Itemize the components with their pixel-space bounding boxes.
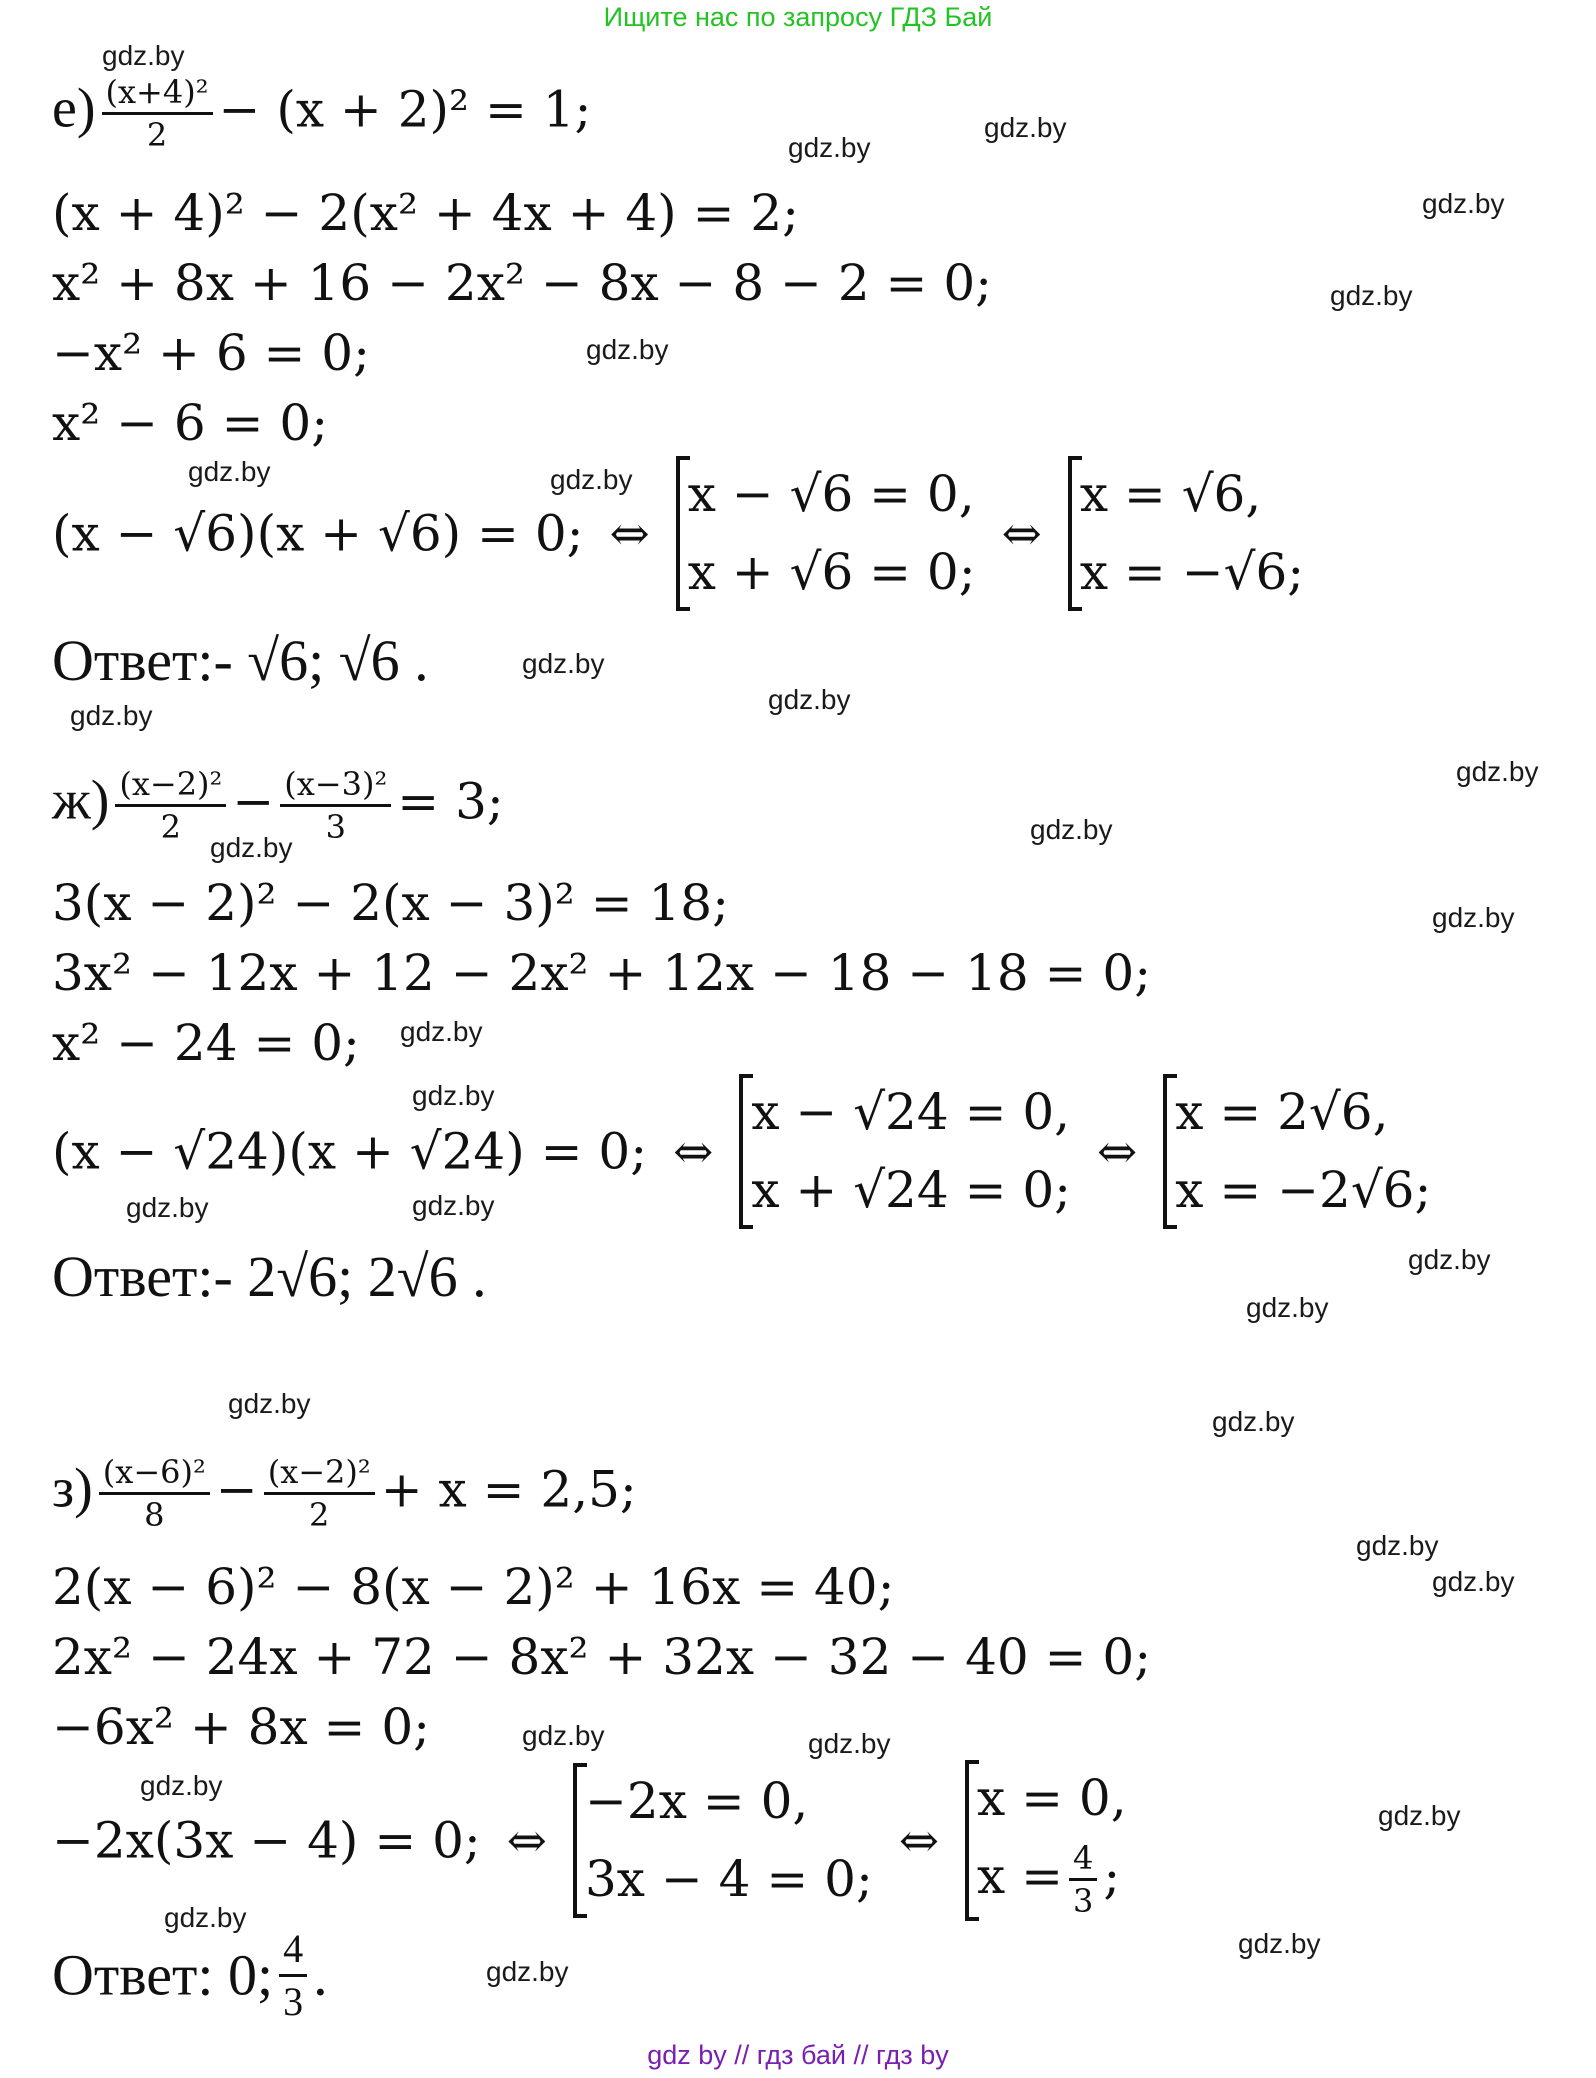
system-row	[977, 1838, 1127, 1922]
equation-rest: − (x + 2)² = 1;	[218, 80, 592, 139]
answer-fraction	[279, 1924, 307, 2027]
watermark: gdz.by	[1422, 188, 1505, 219]
watermark: gdz.by	[1030, 814, 1113, 845]
part-e-step: (x + 4)² − 2(x² + 4x + 4) = 2;	[52, 184, 800, 242]
footer-links: gdz by // гдз бай // гдз by	[647, 2040, 949, 2070]
part-z-answer	[52, 1924, 328, 2027]
solution-system	[965, 1760, 1127, 1921]
equivalence-icon: ⇔	[1097, 1123, 1138, 1180]
watermark: gdz.by	[586, 334, 669, 365]
watermark: gdz.by	[228, 1388, 311, 1419]
watermark: gdz.by	[486, 1956, 569, 1987]
fraction-denominator: 2	[146, 116, 168, 154]
part-zh-factored	[52, 1074, 1431, 1229]
watermark: gdz.by	[1330, 280, 1413, 311]
part-z-fraction	[264, 1452, 375, 1535]
watermark: gdz.by	[126, 1192, 209, 1223]
fraction-denominator: 8	[144, 1496, 165, 1534]
fraction-numerator: 4	[279, 1924, 307, 1977]
fraction-numerator: (x+4)²	[102, 72, 213, 115]
watermark: gdz.by	[412, 1190, 495, 1221]
system-row: x = √6,	[1079, 465, 1262, 523]
minus-sign: −	[232, 772, 275, 831]
factored-equation: −2x(3x − 4) = 0;	[52, 1811, 481, 1870]
watermark: gdz.by	[70, 700, 153, 731]
part-zh-step: 3(x − 2)² − 2(x − 3)² = 18;	[52, 874, 729, 932]
system-row: 3x − 4 = 0;	[584, 1849, 873, 1908]
equation-rest: + x = 2,5;	[380, 1460, 637, 1519]
part-z-label: з)	[52, 1457, 93, 1520]
fraction-numerator: (x−3)²	[280, 764, 391, 807]
part-zh-label: ж)	[52, 769, 110, 832]
part-e-label: е)	[52, 77, 96, 140]
watermark: gdz.by	[522, 648, 605, 679]
part-z-step: 2(x − 6)² − 8(x − 2)² + 16x = 40;	[52, 1558, 895, 1616]
part-zh-equation	[52, 764, 504, 847]
equivalence-icon: ⇔	[506, 1812, 547, 1869]
watermark: gdz.by	[1246, 1292, 1329, 1323]
part-e-factored	[52, 456, 1304, 611]
fraction-numerator: (x−6)²	[99, 1452, 210, 1495]
watermark: gdz.by	[102, 40, 185, 71]
watermark: gdz.by	[400, 1016, 483, 1047]
part-z-equation	[52, 1452, 637, 1535]
system-row: x − √6 = 0,	[687, 465, 975, 523]
solution-system	[739, 1074, 1071, 1229]
watermark: gdz.by	[140, 1770, 223, 1801]
part-z-step: 2x² − 24x + 72 − 8x² + 32x − 32 − 40 = 0;	[52, 1628, 1152, 1686]
system-row: x = −√6;	[1079, 542, 1305, 601]
watermark: gdz.by	[1408, 1244, 1491, 1275]
watermark: gdz.by	[210, 832, 293, 863]
equivalence-icon: ⇔	[673, 1123, 714, 1180]
system-row: x = 2√6,	[1175, 1083, 1389, 1141]
part-e-step: x² − 6 = 0;	[52, 394, 329, 452]
fraction-numerator: 4	[1069, 1838, 1097, 1881]
minus-sign: −	[215, 1460, 258, 1519]
solution-system	[1163, 1074, 1431, 1229]
fraction-denominator: 3	[325, 808, 346, 846]
fraction-denominator: 2	[160, 808, 182, 846]
system-row-suffix: ;	[1103, 1846, 1121, 1905]
part-z-factored	[52, 1760, 1127, 1921]
system-row: −2x = 0,	[584, 1772, 809, 1830]
system-fraction	[1069, 1838, 1097, 1921]
watermark: gdz.by	[1212, 1406, 1295, 1437]
part-zh-step: 3x² − 12x + 12 − 2x² + 12x − 18 − 18 = 0;	[52, 944, 1152, 1002]
equivalence-icon: ⇔	[609, 505, 650, 562]
part-e-equation	[52, 72, 591, 155]
system-row: x + √24 = 0;	[751, 1160, 1072, 1219]
part-zh-step: x² − 24 = 0;	[52, 1014, 360, 1072]
fraction-numerator: (x−2)²	[264, 1452, 375, 1495]
watermark: gdz.by	[412, 1080, 495, 1111]
equivalence-icon: ⇔	[898, 1812, 940, 1869]
part-z-fraction	[99, 1452, 210, 1535]
system-row: x = 0,	[977, 1769, 1127, 1827]
part-e-answer: Ответ:- √6; √6 .	[52, 628, 429, 693]
part-e-step: −x² + 6 = 0;	[52, 324, 370, 382]
watermark: gdz.by	[1432, 1566, 1515, 1597]
part-zh-fraction	[115, 764, 226, 847]
watermark: gdz.by	[768, 684, 851, 715]
system-row: x − √24 = 0,	[751, 1083, 1071, 1141]
answer-suffix: .	[313, 1942, 328, 2008]
search-banner: Ищите нас по запросу ГДЗ Бай	[603, 2, 993, 32]
watermark: gdz.by	[1378, 1800, 1461, 1831]
part-z-step: −6x² + 8x = 0;	[52, 1698, 430, 1756]
watermark: gdz.by	[522, 1720, 605, 1751]
solution-system	[1068, 456, 1304, 611]
system-row: x = −2√6;	[1175, 1160, 1432, 1219]
watermark: gdz.by	[164, 1902, 247, 1933]
solution-system	[676, 456, 976, 611]
watermark: gdz.by	[788, 132, 871, 163]
system-row: x + √6 = 0;	[687, 542, 976, 601]
fraction-numerator: (x−2)²	[115, 764, 226, 807]
equivalence-icon: ⇔	[1001, 505, 1042, 562]
solution-system	[573, 1763, 873, 1918]
answer-prefix: Ответ: 0;	[52, 1942, 274, 2008]
watermark: gdz.by	[1238, 1928, 1321, 1959]
system-row-prefix: x =	[977, 1846, 1064, 1905]
part-zh-answer: Ответ:- 2√6; 2√6 .	[52, 1244, 487, 1309]
factored-equation: (x − √6)(x + √6) = 0;	[52, 504, 584, 563]
watermark: gdz.by	[1356, 1530, 1439, 1561]
part-zh-fraction	[280, 764, 391, 847]
watermark: gdz.by	[808, 1728, 891, 1759]
part-e-fraction	[102, 72, 213, 155]
factored-equation: (x − √24)(x + √24) = 0;	[52, 1122, 648, 1181]
watermark: gdz.by	[1432, 902, 1515, 933]
equation-rest: = 3;	[397, 772, 504, 831]
fraction-denominator: 3	[283, 1979, 304, 2024]
watermark: gdz.by	[550, 464, 633, 495]
fraction-denominator: 2	[309, 1496, 330, 1534]
part-e-step: x² + 8x + 16 − 2x² − 8x − 8 − 2 = 0;	[52, 254, 992, 312]
watermark: gdz.by	[984, 112, 1067, 143]
watermark: gdz.by	[1456, 756, 1539, 787]
fraction-denominator: 3	[1073, 1882, 1094, 1920]
watermark: gdz.by	[188, 456, 271, 487]
